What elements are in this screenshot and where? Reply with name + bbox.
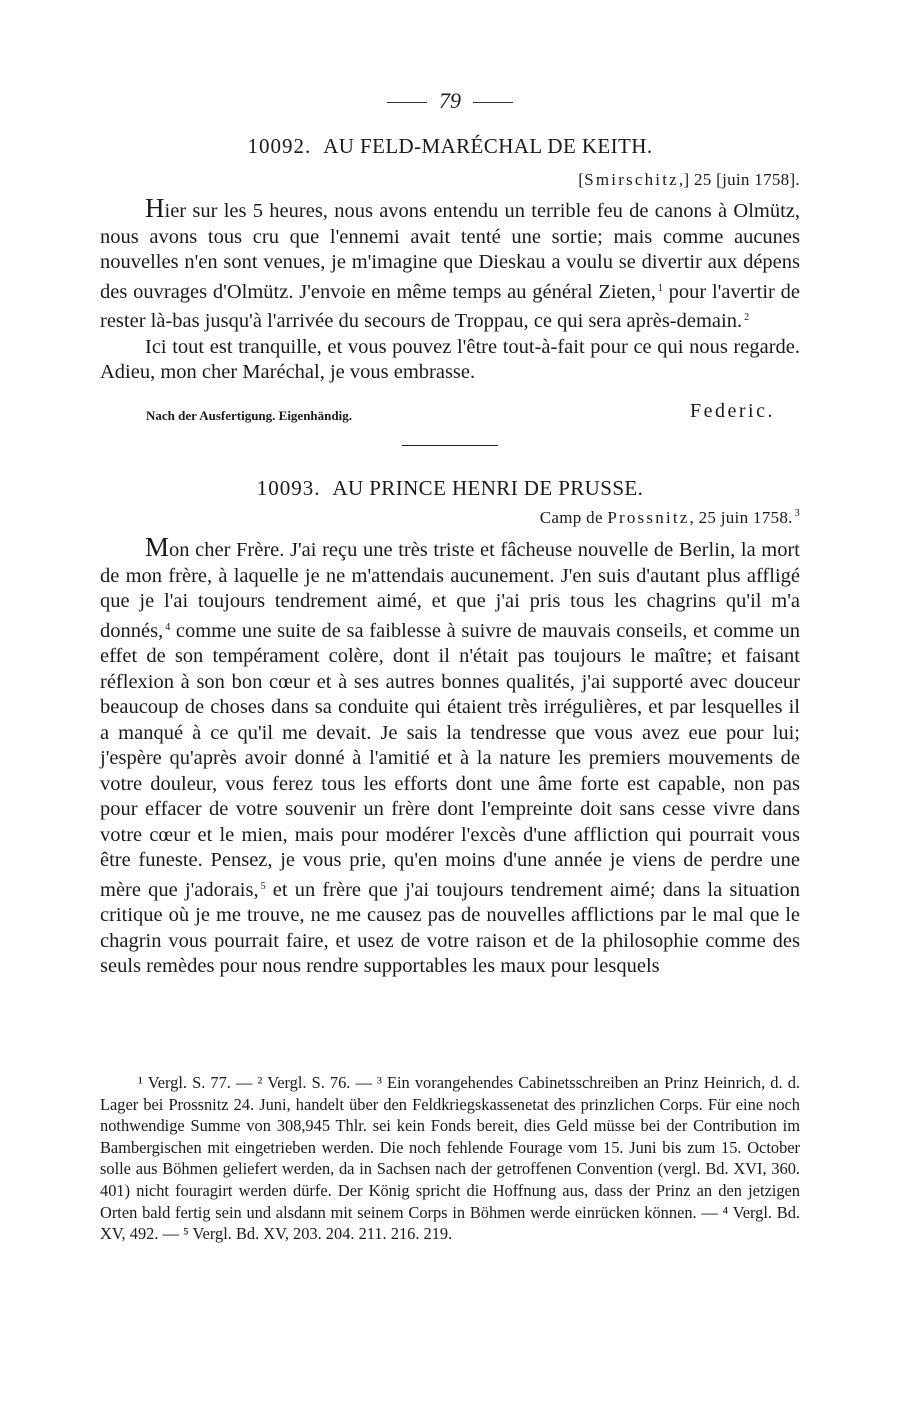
signature: Federic.	[690, 400, 775, 422]
letter-paragraph	[100, 532, 800, 980]
letter-number: 10093.	[256, 476, 321, 500]
footnote-marker: 5	[260, 880, 266, 892]
footnote-marker: 3	[794, 508, 800, 519]
letter-body-10093	[100, 532, 800, 980]
page-number	[0, 88, 900, 114]
paragraph-text: et un frère que j'ai toujours tendrement aimé; dans la situation critique où je me trouve, ne me causez pas de nouvelles afflictions par le mal que le chagrin vous pourrait faire, et usez de votre raison et de la philosophie comme des seuls remèdes pour nous rendre supportables les maux pour lesquels	[100, 878, 800, 977]
dateline-prefix: Camp de	[539, 508, 608, 527]
dateline-place: Prossnitz	[607, 508, 690, 527]
footnote-marker: 4	[165, 621, 171, 633]
letter-number: 10092.	[247, 134, 312, 158]
letter-body-10092	[100, 193, 800, 386]
dateline-place: Smirschitz	[584, 170, 679, 189]
paragraph-text: Ici tout est tranquille, et vous pouvez l'être tout-à-fait pour ce qui nous regarde. Adieu, mon cher Maréchal, je vous embrasse.	[100, 335, 800, 383]
letter-paragraph	[100, 335, 800, 386]
letter-heading-10093	[0, 476, 900, 501]
letter-dateline	[540, 508, 800, 528]
letter-paragraph	[100, 193, 800, 335]
letter-dateline	[578, 170, 800, 190]
paragraph-text: comme une suite de sa faiblesse à suivre de mauvais conseils, et comme un effet de son tempérament colère, dont il n'était pas toujours le maître; et faisant réflexion à son bon cœur et à ses autres bonnes qualités, j'ai supporté avec douceur beaucoup de choses dans sa conduite qui étaient très irrégulières, et par lesquelles il a manqué à ce qu'il me devait. Je sais la tendresse que vous avez eue pour lui; j'espère qu'après avoir donné à l'amitié et à la nature les premiers mouvements de votre douleur, vous ferez tous les efforts dont une âme forte est capable, non pas pour effacer de votre souvenir un frère dont l'empreinte doit sans cesse vivre dans votre cœur et le mien, mais pour modérer l'excès d'une affliction qui pourrait vous être funeste. Pensez, je vous prie, qu'en moins d'une année je viens de perdre une mère que j'adorais,	[100, 619, 800, 901]
dateline-rest: , 25 juin 1758.	[689, 508, 793, 527]
page-number-value: 79	[439, 88, 461, 113]
paragraph-text: pour l'avertir de rester là-bas jusqu'à l'arrivée du secours de Troppau, ce qui sera après-demain.	[100, 280, 800, 332]
dateline-rest: ,] 25 [juin 1758].	[678, 170, 800, 189]
page-number-dash-right	[473, 102, 513, 103]
footnotes	[100, 1072, 800, 1245]
page-number-dash-left	[387, 102, 427, 103]
paragraph-text: ier sur les 5 heures, nous avons entendu un terrible feu de canons à Olmütz, nous avons tous cru que l'ennemi avait tenté une sortie; mais comme aucunes nouvelles n'en sont venues, je m'imagine que Dieskau a voulu se divertir aux dépens des ouvrages d'Olmütz. J'envoie en même temps au général Zieten,	[100, 200, 800, 303]
footnotes-text: ¹ Vergl. S. 77. — ² Vergl. S. 76. — ³ Ein vorangehendes Cabinetsschreiben an Prinz Heinrich, d. d. Lager bei Prossnitz 24. Juni, handelt über den Feldkriegskassenetat des prinzlichen Corps. Für eine noch nothwendige Summe von 308,945 Thlr. sei kein Fonds bereit, dies Geld müsse bei der Contribution im Bambergischen mit eingetrieben werden. Die noch fehlende Fourage vom 15. Juni bis zum 15. October solle aus Böhmen geliefert werden, da in Sachsen nach der getroffenen Convention (vergl. Bd. XVI, 360. 401) nicht fouragirt werden dürfe. Der König spricht die Hoffnung aus, dass der Prinz an den jetzigen Orten bald fertig sein und alsdann mit seinem Corps in Böhmen werde einrücken können. — ⁴ Vergl. Bd. XV, 492. — ⁵ Vergl. Bd. XV, 203. 204. 211. 216. 219.	[100, 1073, 800, 1244]
footnote-marker: 2	[744, 312, 750, 323]
initial-letter: H	[145, 193, 165, 223]
initial-letter: M	[145, 532, 170, 562]
letter-recipient: AU FELD-MARÉCHAL DE KEITH.	[323, 134, 653, 158]
letter-recipient: AU PRINCE HENRI DE PRUSSE.	[332, 476, 644, 500]
section-divider	[402, 445, 498, 446]
dateline-prefix: [	[578, 170, 585, 189]
letter-heading-10092	[0, 134, 900, 159]
source-note: Nach der Ausfertigung. Eigenhändig.	[146, 408, 352, 423]
footnote-marker: 1	[657, 282, 663, 294]
paragraph-text: on cher Frère. J'ai reçu une très triste et fâcheuse nouvelle de Berlin, la mort de mon frère, à laquelle je ne m'attendais aucunement. J'en suis d'autant plus affligé que je l'ai toujours tendrement aimé, et que j'ai pris tous les chagrins qu'il m'a donnés,	[100, 539, 800, 642]
